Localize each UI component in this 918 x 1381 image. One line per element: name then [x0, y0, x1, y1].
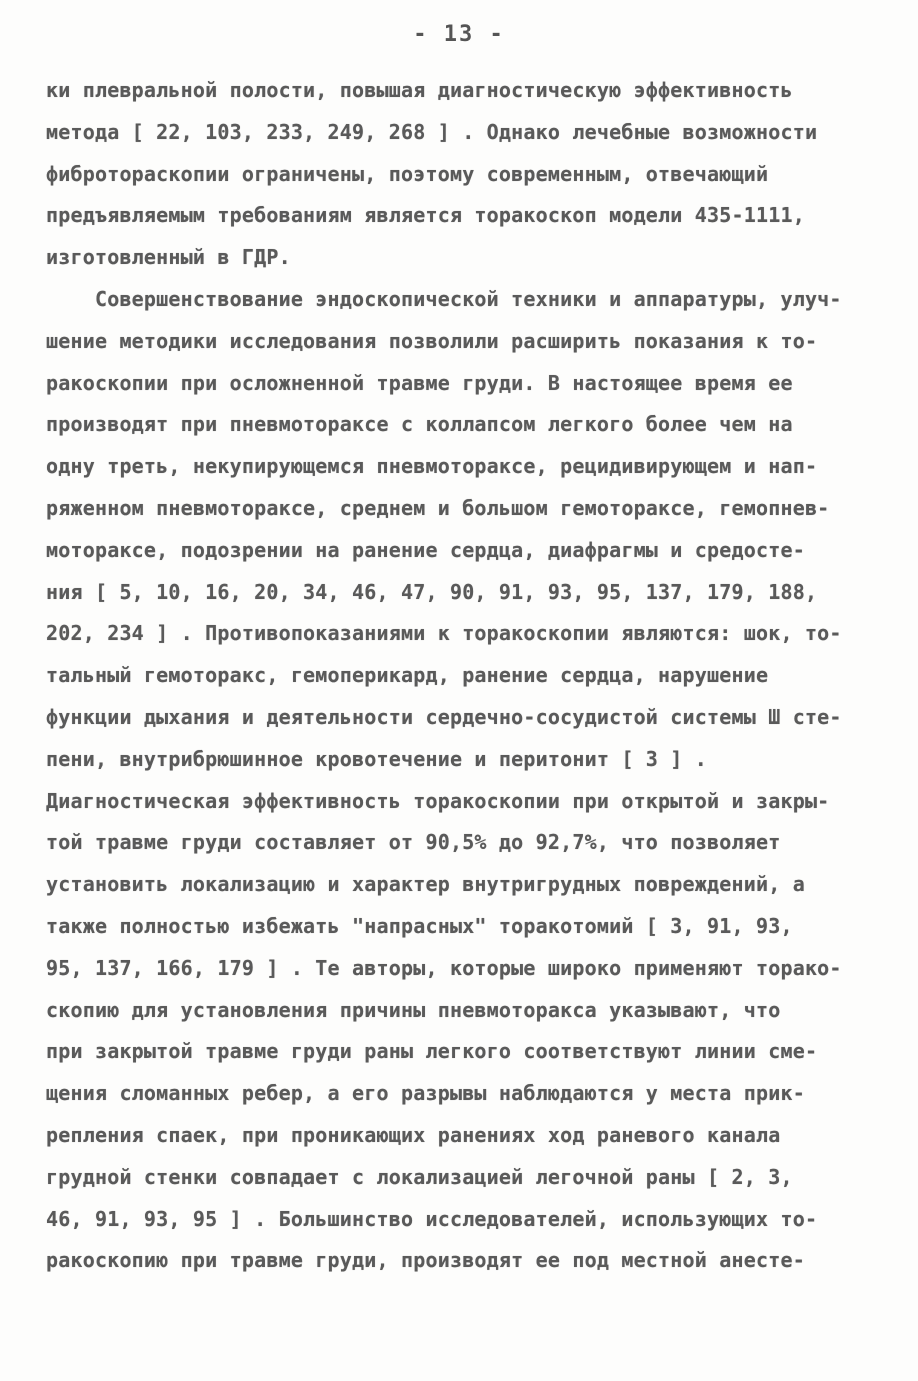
text-line: производят при пневмотораксе с коллапсом легкого более чем на — [46, 412, 793, 437]
text-line: пени, внутрибрюшинное кровотечение и перитонит [ 3 ] . — [46, 746, 708, 771]
text-line: ряженном пневмотораксе, среднем и большом гемотораксе, гемопнев- — [46, 495, 830, 520]
text-line: ракоскопию при травме груди, производят ее под местной анесте- — [46, 1248, 805, 1273]
text-line: предъявляемым требованиям является торакоскоп модели 435-1111, — [46, 203, 805, 228]
text-line: репления спаек, при проникающих ранениях ход раневого канала — [46, 1122, 781, 1147]
text-line: Совершенствование эндоскопической техники и аппаратуры, улуч- — [46, 286, 842, 311]
text-line: изготовленный в ГДР. — [46, 245, 291, 270]
text-line: шение методики исследования позволили расширить показания к то- — [46, 328, 818, 353]
text-line: ракоскопии при осложненной травме груди. В настоящее время ее — [46, 370, 793, 395]
text-line: при закрытой травме груди раны легкого соответствуют линии сме- — [46, 1039, 818, 1064]
text-line: 202, 234 ] . Противопоказаниями к торакоскопии являются: шок, то- — [46, 621, 842, 646]
text-line: 95, 137, 166, 179 ] . Те авторы, которые широко применяют торако- — [46, 955, 842, 980]
text-line: установить локализацию и характер внутригрудных повреждений, а — [46, 872, 805, 897]
text-line: скопию для установления причины пневмоторакса указывают, что — [46, 997, 781, 1022]
text-line: Диагностическая эффективность торакоскопии при открытой и закры- — [46, 788, 830, 813]
page-number: - 13 - — [413, 22, 505, 47]
text-line: ки плевральной полости, повышая диагностическую эффективность — [46, 78, 793, 102]
text-line: той травме груди составляет от 90,5% до 92,7%, что позволяет — [46, 830, 781, 855]
text-line: функции дыхания и деятельности сердечно-сосудистой системы Ш сте- — [46, 704, 842, 729]
body-text — [46, 70, 876, 1282]
text-line: мотораксе, подозрении на ранение сердца, диафрагмы и средосте- — [46, 537, 805, 562]
text-line: тальный гемоторакс, гемоперикард, ранение сердца, нарушение — [46, 663, 769, 688]
text-line: метода [ 22, 103, 233, 249, 268 ] . Однако лечебные возможности — [46, 119, 818, 144]
text-line: одну треть, некупирующемся пневмотораксе, рецидивирующем и нап- — [46, 454, 818, 479]
text-line: фибротораскопии ограничены, поэтому современным, отвечающий — [46, 161, 769, 186]
text-line: также полностью избежать "напрасных" торакотомий [ 3, 91, 93, — [46, 913, 793, 938]
text-line: грудной стенки совпадает с локализацией легочной раны [ 2, 3, — [46, 1164, 793, 1189]
text-line: 46, 91, 93, 95 ] . Большинство исследователей, использующих то- — [46, 1206, 818, 1231]
text-line: ния [ 5, 10, 16, 20, 34, 46, 47, 90, 91, 93, 95, 137, 179, 188, — [46, 579, 818, 604]
text-line: щения сломанных ребер, а его разрывы наблюдаются у места прик- — [46, 1081, 805, 1106]
